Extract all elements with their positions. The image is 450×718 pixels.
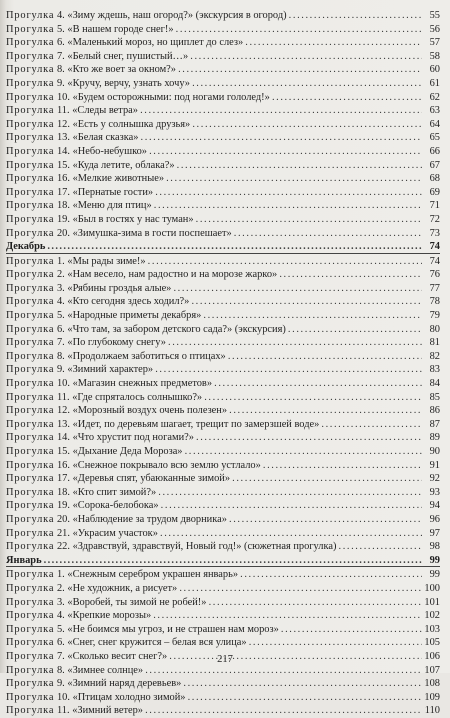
toc-entry-prefix: Прогулка bbox=[6, 186, 55, 198]
toc-entry-text: 6. «Что там, за забором детского сада?» (экскурсия) bbox=[54, 323, 286, 335]
toc-entry-page-number: 63 bbox=[429, 105, 440, 117]
toc-entry-text: 2. «Не художник, а рисует» bbox=[54, 582, 178, 594]
toc-entry bbox=[6, 50, 440, 64]
page-number: 217 bbox=[217, 654, 233, 665]
toc-entry-prefix: Прогулка bbox=[6, 513, 55, 525]
table-of-contents bbox=[6, 9, 440, 718]
toc-entry-prefix: Прогулка bbox=[6, 527, 55, 539]
toc-entry bbox=[6, 91, 440, 105]
toc-entry-page-number: 57 bbox=[429, 37, 440, 49]
toc-entry-page-number: 101 bbox=[424, 596, 440, 608]
toc-entry bbox=[6, 186, 440, 200]
toc-entry-page-number: 72 bbox=[429, 213, 440, 225]
toc-entry-title bbox=[6, 513, 422, 527]
toc-entry bbox=[6, 77, 440, 91]
toc-entry bbox=[6, 596, 440, 610]
toc-entry-page-number: 99 bbox=[429, 569, 440, 581]
toc-entry-page-number: 99 bbox=[429, 554, 440, 566]
toc-entry-page-number: 85 bbox=[429, 391, 440, 403]
toc-entry-page-number: 74 bbox=[429, 255, 440, 267]
toc-entry-text: 18. «Меню для птиц» bbox=[54, 200, 152, 212]
toc-entry-prefix: Прогулка bbox=[6, 227, 55, 239]
toc-entry-text: 12. «Морозный воздух очень полезен» bbox=[54, 405, 228, 417]
toc-entry-title bbox=[6, 609, 422, 623]
toc-entry-prefix: Прогулка bbox=[6, 486, 55, 498]
toc-entry-prefix: Прогулка bbox=[6, 418, 55, 430]
toc-entry-text: 9. «Кручу, верчу, узнать хочу» bbox=[54, 77, 190, 89]
toc-entry-page-number: 77 bbox=[429, 282, 440, 294]
toc-entry-title bbox=[6, 459, 422, 473]
toc-entry bbox=[6, 623, 440, 637]
toc-entry bbox=[6, 255, 440, 269]
toc-entry bbox=[6, 295, 440, 309]
toc-entry-text: 6. «Маленький мороз, но щиплет до слез» bbox=[54, 37, 244, 49]
toc-entry-text: 2. «Нам весело, нам радостно и на морозе жарко» bbox=[54, 269, 278, 281]
toc-entry-title bbox=[6, 527, 422, 541]
toc-entry-title bbox=[6, 240, 422, 254]
toc-entry bbox=[6, 282, 440, 296]
toc-entry bbox=[6, 704, 440, 718]
toc-entry bbox=[6, 499, 440, 513]
toc-entry-page-number: 73 bbox=[429, 227, 440, 239]
toc-entry-prefix: Прогулка bbox=[6, 64, 55, 76]
toc-entry-text: 4. «Зиму ждешь, наш огород?» (экскурсия в огород) bbox=[54, 10, 287, 21]
toc-entry-text: 14. «Небо-небушко» bbox=[54, 145, 147, 157]
toc-entry bbox=[6, 472, 440, 486]
toc-entry-title bbox=[6, 391, 422, 405]
toc-entry-text: 8. «Продолжаем заботиться о птицах» bbox=[54, 350, 226, 362]
toc-entry-text: 4. «Крепкие морозы» bbox=[54, 610, 152, 622]
toc-entry-prefix: Прогулка bbox=[6, 159, 55, 171]
toc-entry-title bbox=[6, 172, 422, 186]
toc-entry-prefix: Прогулка bbox=[6, 350, 55, 362]
toc-entry-prefix: Прогулка bbox=[6, 582, 55, 594]
toc-entry-title bbox=[6, 418, 422, 432]
toc-entry-prefix: Прогулка bbox=[6, 310, 55, 322]
toc-entry-prefix: Прогулка bbox=[6, 105, 55, 117]
toc-entry bbox=[6, 664, 440, 678]
toc-entry bbox=[6, 199, 440, 213]
toc-entry-page-number: 60 bbox=[429, 64, 440, 76]
toc-entry-text: 8. «Зимнее солнце» bbox=[54, 664, 144, 676]
toc-entry-page-number: 94 bbox=[429, 500, 440, 512]
toc-entry-page-number: 97 bbox=[429, 527, 440, 539]
toc-entry-text: 4. «Кто сегодня здесь ходил?» bbox=[54, 296, 190, 308]
toc-entry-text: 20. «Зимушка-зима в гости поспешает» bbox=[54, 227, 232, 239]
toc-entry-prefix: Прогулка bbox=[6, 705, 55, 717]
toc-entry-page-number: 108 bbox=[424, 678, 440, 690]
toc-entry-prefix: Прогулка bbox=[6, 132, 55, 144]
toc-entry-page-number: 103 bbox=[424, 623, 440, 635]
toc-entry-page-number: 64 bbox=[429, 118, 440, 130]
toc-entry-title bbox=[6, 623, 422, 637]
toc-entry-page-number: 78 bbox=[429, 296, 440, 308]
toc-entry-prefix: Прогулка bbox=[6, 664, 55, 676]
toc-entry-text: 1. «Мы рады зиме!» bbox=[54, 255, 146, 267]
toc-entry bbox=[6, 445, 440, 459]
toc-entry-title bbox=[6, 145, 422, 159]
toc-entry-text: 11. «Где спряталось солнышко?» bbox=[54, 391, 203, 403]
toc-entry-prefix: Прогулка bbox=[6, 446, 55, 457]
toc-entry bbox=[6, 636, 440, 650]
toc-entry-prefix: Прогулка bbox=[6, 691, 55, 703]
toc-entry-text: 16. «Снежное покрывало всю землю устлало» bbox=[54, 459, 261, 471]
toc-entry-text: 3. «Воробей, ты зимой не робей!» bbox=[54, 596, 207, 608]
toc-entry-title bbox=[6, 323, 422, 337]
toc-entry-page-number: 56 bbox=[429, 23, 440, 35]
toc-entry bbox=[6, 63, 440, 77]
toc-entry-title bbox=[6, 186, 422, 200]
toc-entry bbox=[6, 268, 440, 282]
toc-entry-prefix: Прогулка bbox=[6, 37, 55, 49]
toc-section-title: Январь bbox=[6, 554, 42, 566]
toc-entry-title bbox=[6, 636, 422, 650]
toc-entry-text: 10. «Будем осторожными: под ногами гололед!» bbox=[54, 91, 270, 103]
toc-entry-text: 11. «Следы ветра» bbox=[54, 105, 138, 117]
toc-entry bbox=[6, 323, 440, 337]
toc-entry-text: 17. «Деревья спят, убаюканные зимой» bbox=[54, 473, 231, 485]
toc-entry-title bbox=[6, 213, 422, 227]
toc-entry bbox=[6, 131, 440, 145]
toc-entry-text: 19. «Был в гостях у нас туман» bbox=[54, 213, 194, 225]
toc-entry-title bbox=[6, 63, 422, 77]
toc-entry-page-number: 87 bbox=[429, 418, 440, 430]
toc-entry-prefix: Прогулка bbox=[6, 678, 55, 690]
toc-entry-prefix: Прогулка bbox=[6, 91, 55, 103]
toc-entry-prefix: Прогулка bbox=[6, 500, 55, 512]
toc-entry-text: 14. «Что хрустит под ногами?» bbox=[54, 432, 194, 444]
toc-entry-page-number: 109 bbox=[424, 691, 440, 703]
toc-entry-text: 8. «Кто же воет за окном?» bbox=[54, 64, 176, 76]
toc-entry-prefix: Прогулка bbox=[6, 173, 55, 185]
toc-entry-title bbox=[6, 582, 422, 596]
toc-entry-prefix: Прогулка bbox=[6, 569, 55, 581]
toc-entry-text: 7. «Белый снег, пушистый…» bbox=[54, 50, 189, 62]
toc-entry-prefix: Прогулка bbox=[6, 596, 55, 608]
toc-entry-page-number: 61 bbox=[429, 77, 440, 89]
toc-entry-prefix: Прогулка bbox=[6, 364, 55, 376]
toc-entry-title bbox=[6, 336, 422, 350]
toc-entry-title bbox=[6, 486, 422, 500]
toc-entry-page-number: 91 bbox=[429, 459, 440, 471]
toc-entry-page-number: 90 bbox=[429, 446, 440, 457]
toc-entry-prefix: Прогулка bbox=[6, 296, 55, 308]
toc-entry-text: 13. «Идет, по деревьям шагает, трещит по замерзшей воде» bbox=[54, 418, 320, 430]
toc-entry-page-number: 65 bbox=[429, 132, 440, 144]
toc-entry bbox=[6, 336, 440, 350]
toc-section-title: Декабрь bbox=[6, 241, 46, 253]
toc-entry bbox=[6, 691, 440, 705]
toc-entry bbox=[6, 377, 440, 391]
toc-entry-title bbox=[6, 9, 422, 23]
toc-entry-prefix: Прогулка bbox=[6, 610, 55, 622]
toc-entry-page-number: 71 bbox=[429, 200, 440, 212]
toc-entry-page-number: 100 bbox=[424, 582, 440, 594]
toc-entry-page-number: 83 bbox=[429, 364, 440, 376]
toc-entry bbox=[6, 213, 440, 227]
toc-entry-title bbox=[6, 677, 422, 691]
toc-entry bbox=[6, 36, 440, 50]
toc-entry-prefix: Прогулка bbox=[6, 650, 55, 662]
toc-entry bbox=[6, 677, 440, 691]
toc-entry bbox=[6, 418, 440, 432]
toc-entry bbox=[6, 309, 440, 323]
toc-entry-prefix: Прогулка bbox=[6, 623, 55, 635]
toc-entry-title bbox=[6, 268, 422, 282]
toc-entry-title bbox=[6, 363, 422, 377]
toc-entry-prefix: Прогулка bbox=[6, 269, 55, 281]
toc-entry-page-number: 106 bbox=[424, 650, 440, 662]
toc-entry-page-number: 105 bbox=[424, 637, 440, 649]
toc-entry-page-number: 102 bbox=[424, 610, 440, 622]
toc-entry-title bbox=[6, 499, 422, 513]
toc-entry-page-number: 86 bbox=[429, 405, 440, 417]
toc-entry-text: 15. «Дыхание Деда Мороза» bbox=[54, 446, 183, 457]
toc-entry-title bbox=[6, 704, 422, 718]
toc-section-heading bbox=[6, 240, 440, 254]
toc-entry-page-number: 66 bbox=[429, 145, 440, 157]
toc-entry-text: 1. «Снежным серебром украшен январь» bbox=[54, 569, 239, 581]
toc-entry-title bbox=[6, 227, 422, 241]
toc-entry bbox=[6, 609, 440, 623]
toc-entry-prefix: Прогулка bbox=[6, 50, 55, 62]
toc-entry-prefix: Прогулка bbox=[6, 255, 55, 267]
toc-entry-text: 17. «Пернатые гости» bbox=[54, 186, 154, 198]
toc-entry-title bbox=[6, 309, 422, 323]
toc-entry-title bbox=[6, 540, 422, 554]
toc-entry-text: 21. «Украсим участок» bbox=[54, 527, 158, 539]
toc-entry-title bbox=[6, 431, 422, 445]
toc-entry-title bbox=[6, 554, 422, 568]
toc-entry-title bbox=[6, 472, 422, 486]
toc-entry-text: 22. «Здравствуй, здравствуй, Новый год!» (сюжетная прогулка) bbox=[54, 541, 337, 553]
toc-entry-page-number: 110 bbox=[424, 705, 440, 717]
toc-entry-title bbox=[6, 691, 422, 705]
toc-entry-text: 10. «Птицам холодно зимой» bbox=[54, 691, 186, 703]
toc-entry-title bbox=[6, 596, 422, 610]
toc-entry-title bbox=[6, 77, 422, 91]
toc-entry-title bbox=[6, 118, 422, 132]
toc-entry bbox=[6, 9, 440, 23]
toc-entry bbox=[6, 582, 440, 596]
toc-entry-prefix: Прогулка bbox=[6, 200, 55, 212]
toc-entry-prefix: Прогулка bbox=[6, 77, 55, 89]
toc-entry-prefix: Прогулка bbox=[6, 405, 55, 417]
toc-entry-page-number: 79 bbox=[429, 310, 440, 322]
toc-entry-prefix: Прогулка bbox=[6, 145, 55, 157]
toc-entry-title bbox=[6, 445, 422, 459]
toc-entry-text: 7. «По глубокому снегу» bbox=[54, 337, 166, 349]
toc-entry-page-number: 96 bbox=[429, 513, 440, 525]
toc-entry-page-number: 67 bbox=[429, 159, 440, 171]
toc-entry-text: 5. «Не боимся мы угроз, и не страшен нам мороз» bbox=[54, 623, 279, 635]
toc-entry-prefix: Прогулка bbox=[6, 213, 55, 225]
toc-entry bbox=[6, 431, 440, 445]
toc-entry-title bbox=[6, 199, 422, 213]
toc-entry-title bbox=[6, 377, 422, 391]
toc-entry-page-number: 92 bbox=[429, 473, 440, 485]
toc-entry-page-number: 80 bbox=[429, 323, 440, 335]
toc-entry bbox=[6, 145, 440, 159]
toc-entry-prefix: Прогулка bbox=[6, 459, 55, 471]
toc-entry-page-number: 84 bbox=[429, 378, 440, 390]
toc-entry bbox=[6, 459, 440, 473]
toc-entry bbox=[6, 363, 440, 377]
toc-entry-prefix: Прогулка bbox=[6, 378, 55, 390]
toc-entry-prefix: Прогулка bbox=[6, 473, 55, 485]
toc-entry-title bbox=[6, 91, 422, 105]
toc-entry bbox=[6, 540, 440, 554]
toc-entry bbox=[6, 527, 440, 541]
toc-entry bbox=[6, 568, 440, 582]
toc-entry-title bbox=[6, 104, 422, 118]
toc-entry-prefix: Прогулка bbox=[6, 323, 55, 335]
toc-entry-prefix: Прогулка bbox=[6, 337, 55, 349]
toc-entry-title bbox=[6, 255, 422, 269]
toc-entry-prefix: Прогулка bbox=[6, 10, 55, 21]
toc-entry-text: 6. «Снег, снег кружится – белая вся улица» bbox=[54, 637, 247, 649]
toc-entry bbox=[6, 118, 440, 132]
toc-entry-title bbox=[6, 295, 422, 309]
toc-entry-page-number: 62 bbox=[429, 91, 440, 103]
toc-entry-page-number: 98 bbox=[429, 541, 440, 553]
toc-entry-text: 15. «Куда летите, облака?» bbox=[54, 159, 175, 171]
toc-entry-text: 9. «Зимний наряд деревьев» bbox=[54, 678, 182, 690]
toc-entry-text: 5. «В нашем городе снег!» bbox=[54, 23, 174, 35]
toc-entry-prefix: Прогулка bbox=[6, 637, 55, 649]
toc-entry-page-number: 68 bbox=[429, 173, 440, 185]
toc-entry-title bbox=[6, 159, 422, 173]
toc-entry bbox=[6, 350, 440, 364]
toc-entry-text: 12. «Есть у солнышка друзья» bbox=[54, 118, 191, 130]
toc-entry bbox=[6, 159, 440, 173]
toc-entry-page-number: 69 bbox=[429, 186, 440, 198]
toc-entry bbox=[6, 486, 440, 500]
toc-entry-page-number: 93 bbox=[429, 486, 440, 498]
toc-entry-text: 9. «Зимний характер» bbox=[54, 364, 154, 376]
toc-entry-title bbox=[6, 568, 422, 582]
toc-entry-title bbox=[6, 350, 422, 364]
toc-entry-title bbox=[6, 36, 422, 50]
toc-entry-prefix: Прогулка bbox=[6, 391, 55, 403]
toc-entry-title bbox=[6, 50, 422, 64]
toc-entry-text: 5. «Народные приметы декабря» bbox=[54, 310, 202, 322]
toc-entry bbox=[6, 227, 440, 241]
toc-entry-page-number: 89 bbox=[429, 432, 440, 444]
toc-entry-text: 10. «Магазин снежных предметов» bbox=[54, 378, 213, 390]
toc-entry-text: 13. «Белая сказка» bbox=[54, 132, 139, 144]
toc-entry bbox=[6, 513, 440, 527]
toc-entry-page-number: 82 bbox=[429, 350, 440, 362]
toc-entry-title bbox=[6, 404, 422, 418]
toc-entry bbox=[6, 172, 440, 186]
toc-entry-text: 18. «Кто спит зимой?» bbox=[54, 486, 157, 498]
toc-entry-prefix: Прогулка bbox=[6, 282, 55, 294]
toc-entry-page-number: 58 bbox=[429, 50, 440, 62]
toc-entry-text: 16. «Мелкие животные» bbox=[54, 173, 165, 185]
toc-entry-prefix: Прогулка bbox=[6, 432, 55, 444]
toc-entry-text: 3. «Рябины гроздья алые» bbox=[54, 282, 172, 294]
toc-entry-title bbox=[6, 131, 422, 145]
toc-entry-text: 11. «Зимний ветер» bbox=[54, 705, 144, 717]
toc-entry-text: 7. «Сколько весит снег?» bbox=[54, 650, 168, 662]
toc-entry-page-number: 81 bbox=[429, 337, 440, 349]
toc-entry-page-number: 74 bbox=[429, 241, 440, 253]
toc-entry bbox=[6, 23, 440, 37]
toc-entry-title bbox=[6, 23, 422, 37]
toc-section-heading bbox=[6, 554, 440, 568]
toc-entry-prefix: Прогулка bbox=[6, 541, 55, 553]
toc-entry bbox=[6, 404, 440, 418]
toc-entry-page-number: 107 bbox=[424, 664, 440, 676]
toc-entry-prefix: Прогулка bbox=[6, 23, 55, 35]
toc-entry-title bbox=[6, 664, 422, 678]
toc-entry-text: 19. «Сорока-белобока» bbox=[54, 500, 159, 512]
toc-entry bbox=[6, 391, 440, 405]
toc-entry-text: 20. «Наблюдение за трудом дворника» bbox=[54, 513, 227, 525]
toc-entry-page-number: 76 bbox=[429, 269, 440, 281]
toc-entry-title bbox=[6, 282, 422, 296]
toc-entry-page-number: 55 bbox=[429, 10, 440, 21]
toc-entry bbox=[6, 104, 440, 118]
toc-entry-prefix: Прогулка bbox=[6, 118, 55, 130]
